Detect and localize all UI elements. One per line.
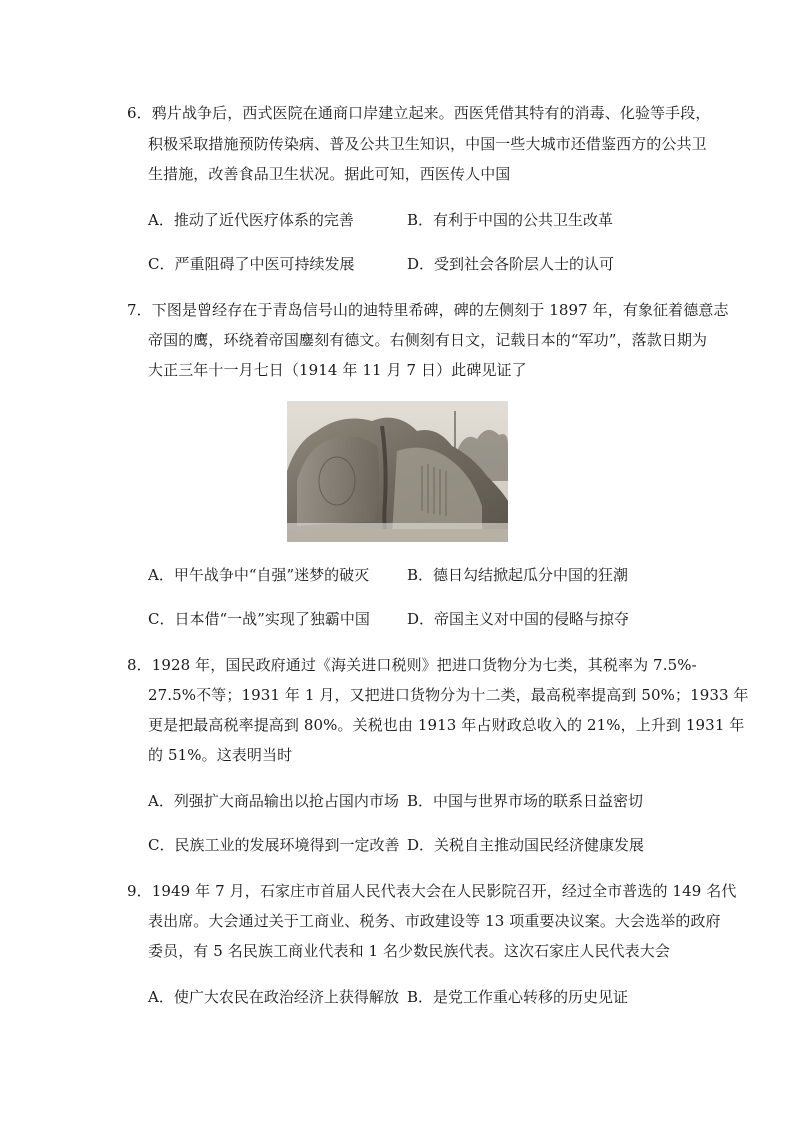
question-6-option-b[interactable]: B．有利于中国的公共卫生改革 bbox=[407, 211, 614, 229]
question-7-line-1: 7．下图是曾经存在于青岛信号山的迪特里希碑，碑的左侧刻于 1897 年，有象征着德意志 bbox=[127, 301, 729, 319]
question-7-line-3: 大正三年十一月七日（1914 年 11 月 7 日）此碑见证了 bbox=[148, 361, 527, 379]
question-9-option-b[interactable]: B．是党工作重心转移的历史见证 bbox=[407, 988, 629, 1006]
question-8-option-c[interactable]: C．民族工业的发展环境得到一定改善 bbox=[148, 836, 400, 854]
question-6-line-1: 6．鸦片战争后，西式医院在通商口岸建立起来。西医凭借其特有的消毒、化验等手段， bbox=[127, 104, 711, 122]
question-7-option-a[interactable]: A．甲午战争中“自强”迷梦的破灭 bbox=[148, 566, 370, 584]
question-6-option-c[interactable]: C．严重阻碍了中医可持续发展 bbox=[148, 255, 355, 273]
question-7-option-b[interactable]: B．德日勾结掀起瓜分中国的狂潮 bbox=[407, 566, 629, 584]
question-7-line-2: 帝国的鹰，环绕着帝国鏖刻有德文。右侧刻有日文，记载日本的“军功”，落款日期为 bbox=[148, 331, 708, 349]
question-6-option-a[interactable]: A．推动了近代医疗体系的完善 bbox=[148, 211, 354, 229]
question-8-line-3: 更是把最高税率提高到 80%。关税也由 1913 年占财政总收入的 21%，上升到 1931 年 bbox=[148, 716, 745, 734]
question-8-option-d[interactable]: D．关税自主推动国民经济健康发展 bbox=[407, 836, 645, 854]
question-8-line-1: 8．1928 年，国民政府通过《海关进口税则》把进口货物分为七类，其税率为 7.5%- bbox=[127, 656, 697, 674]
question-8-option-a[interactable]: A．列强扩大商品输出以抢占国内市场 bbox=[148, 792, 399, 810]
question-9-line-2: 表出席。大会通过关于工商业、税务、市政建设等 13 项重要决议案。大会选举的政府 bbox=[148, 912, 721, 930]
question-6-line-3: 生措施，改善食品卫生状况。据此可知，西医传人中国 bbox=[148, 165, 511, 183]
question-9-line-3: 委员，有 5 名民族工商业代表和 1 名少数民族代表。这次石家庄人民代表大会 bbox=[148, 942, 670, 960]
question-7-option-c[interactable]: C．日本借“一战”实现了独霸中国 bbox=[148, 610, 370, 628]
question-7-option-d[interactable]: D．帝国主义对中国的侵略与掠夺 bbox=[407, 610, 630, 628]
question-6-option-d[interactable]: D．受到社会各阶层人士的认可 bbox=[407, 255, 615, 273]
question-9-line-1: 9．1949 年 7 月，石家庄市首届人民代表大会在人民影院召开，经过全市普选的 149 名代 bbox=[127, 882, 737, 900]
question-6-line-2: 积极采取措施预防传染病、普及公共卫生知识，中国一些大城市还借鉴西方的公共卫 bbox=[148, 135, 707, 153]
question-8-line-2: 27.5%不等；1931 年 1 月，又把进口货物分为十二类，最高税率提高到 50%；1933 年 bbox=[148, 686, 749, 704]
dietrich-stele-photo bbox=[287, 401, 508, 542]
question-9-option-a[interactable]: A．使广大农民在政治经济上获得解放 bbox=[148, 988, 399, 1006]
question-8-option-b[interactable]: B．中国与世界市场的联系日益密切 bbox=[407, 792, 644, 810]
question-8-line-4: 的 51%。这表明当时 bbox=[148, 746, 293, 764]
